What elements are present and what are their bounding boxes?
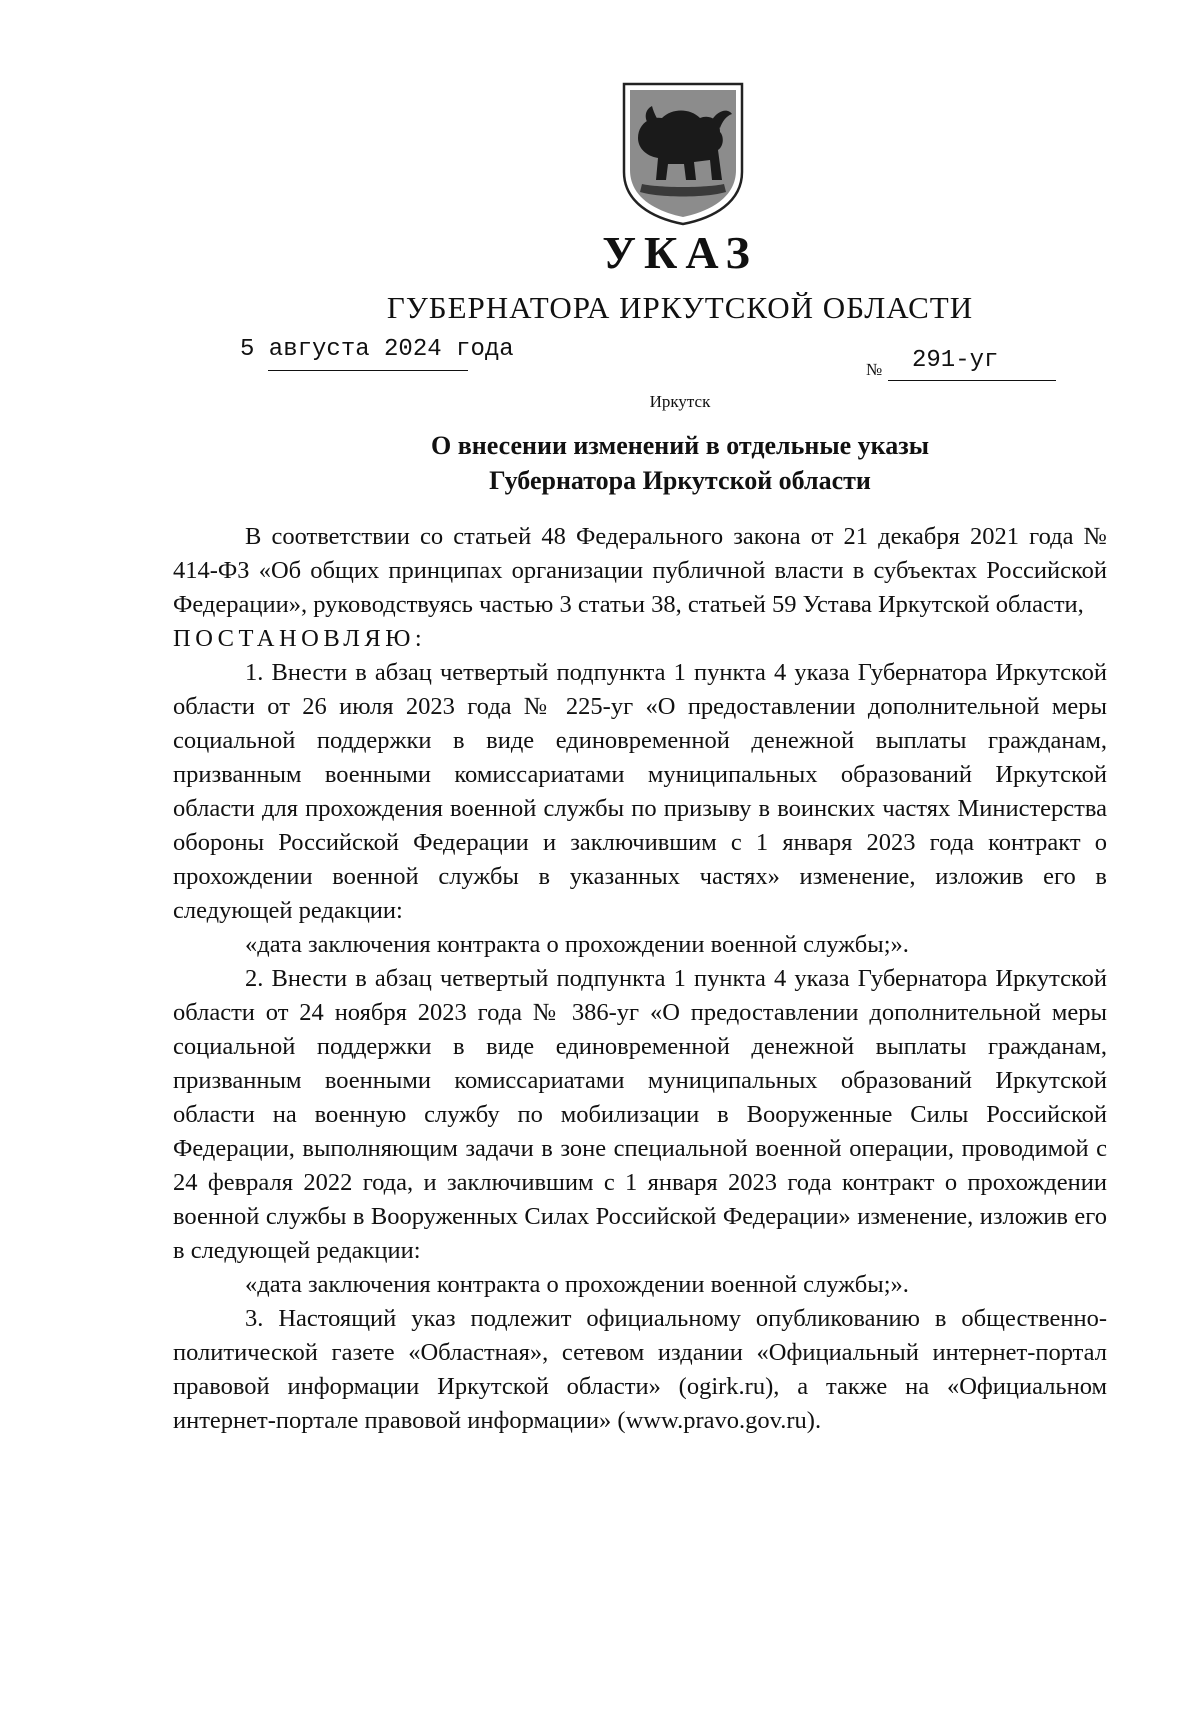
document-title	[0, 428, 1200, 498]
issuer-subtitle: ГУБЕРНАТОРА ИРКУТСКОЙ ОБЛАСТИ	[386, 290, 974, 325]
item-1-paragraph: 1. Внести в абзац четвертый подпункта 1 пункта 4 указа Губернатора Иркутской области от 26 июля 2023 года № 225-уг «О предоставлении дополнительной меры социальной поддержки в виде единовременной денежной выплаты гражданам, призванным военными комиссариатами муниципальных образований Иркутской области для прохождения военной службы по призыву в воинских частях Министерства обороны Российской Федерации и заключившим с 1 января 2023 года контракт о прохождении военной службы в указанных частях» изменение, изложив его в следующей редакции:	[173, 659, 1107, 924]
item-1-quote: «дата заключения контракта о прохождении военной службы;».	[245, 931, 909, 958]
preamble-paragraph: В соответствии со статьей 48 Федерального закона от 21 декабря 2021 года № 414-ФЗ «Об общих принципах организации публичной власти в субъектах Российской Федерации», руководствуясь частью 3 статьи 38, статьей 59 Устава Иркутской области,	[173, 523, 1107, 618]
document-title-line2: Губернатора Иркутской области	[489, 466, 871, 495]
document-body	[173, 520, 1107, 1438]
item-2-quote: «дата заключения контракта о прохождении военной службы;».	[245, 1271, 909, 1298]
irkutsk-coat-of-arms-icon	[620, 80, 746, 226]
document-title-line1: О внесении изменений в отдельные указы	[430, 431, 930, 460]
document-type-title: УКАЗ	[602, 227, 758, 278]
decree-word: ПОСТАНОВЛЯЮ:	[173, 625, 427, 652]
item-2-paragraph: 2. Внести в абзац четвертый подпункта 1 пункта 4 указа Губернатора Иркутской области от 24 ноября 2023 года № 386-уг «О предоставлении дополнительной меры социальной поддержки в виде единовременной денежной выплаты гражданам, призванным военными комиссариатами муниципальных образований Иркутской области на военную службу по мобилизации в Вооруженные Силы Российской Федерации, выполняющим задачи в зоне специальной военной операции, проводимой с 24 февраля 2022 года, и заключившим с 1 января 2023 года контракт о прохождении военной службы в Вооруженных Силах Российской Федерации» изменение, изложив его в следующей редакции:	[173, 965, 1107, 1264]
number-sign: №	[866, 360, 883, 379]
date-underline	[268, 370, 468, 371]
number-underline	[888, 380, 1056, 381]
decree-date: 5 августа 2024 года	[240, 336, 514, 363]
decree-number: 291-уг	[912, 347, 999, 374]
item-3-paragraph: 3. Настоящий указ подлежит официальному опубликованию в общественно-политической газете «Областная», сетевом издании «Официальный интернет-портал правовой информации Иркутской области» (ogirk.ru), а также на «Официальном интернет-портале правовой информации» (www.pravo.gov.ru).	[173, 1305, 1107, 1434]
city-name: Иркутск	[649, 392, 711, 411]
